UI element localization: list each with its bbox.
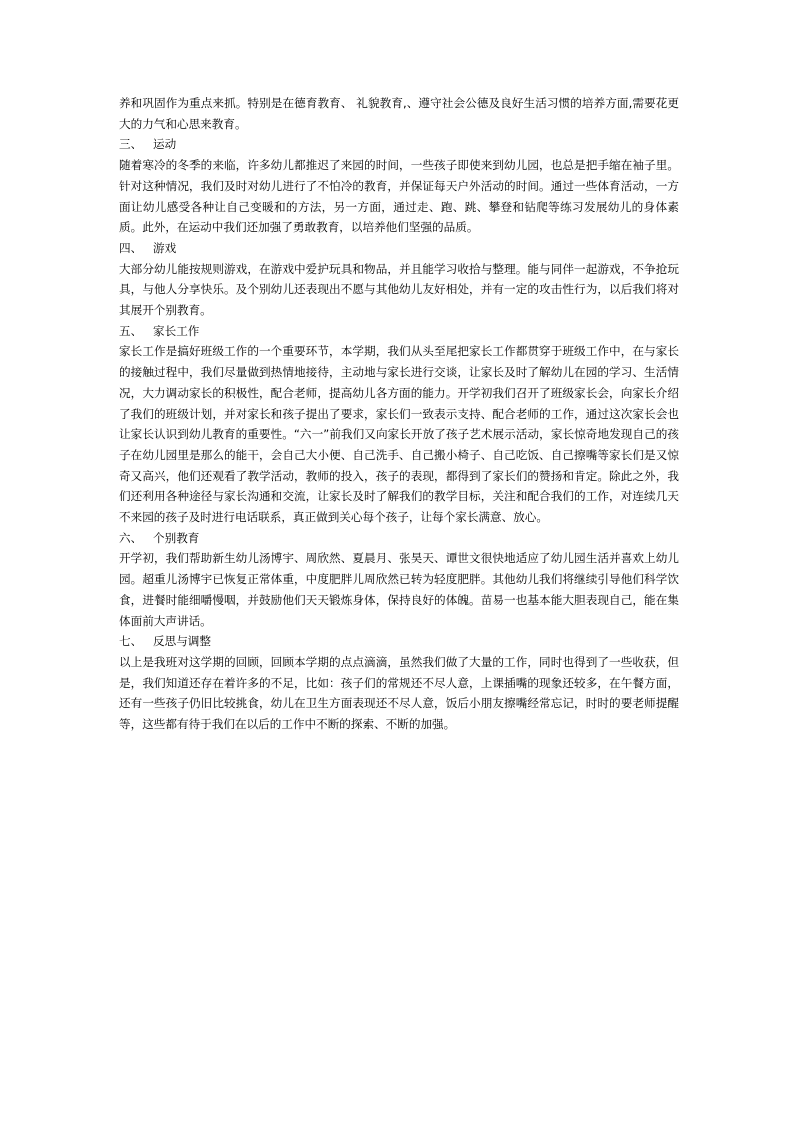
document-body (119, 93, 679, 735)
paragraph-parent-work: 家长工作是搞好班级工作的一个重要环节，本学期，我们从头至尾把家长工作都贯穿于班级工作中，在与家长的接触过程中，我们尽量做到热情地接待，主动地与家长进行交谈，让家长及时了解幼儿在园的学习、生活情况，大力调动家长的积极性，配合老师，提高幼儿各方面的能力。开学初我们召开了班级家长会，向家长介绍了我们的班级计划，并对家长和孩子提出了要求，家长们一致表示支持、配合老师的工作，通过这次家长会也让家长认识到幼儿教育的重要性。“六一”前我们又向家长开放了孩子艺术展示活动，家长惊奇地发现自己的孩子在幼儿园里是那么的能干，会自己大小便、自己洗手、自己搬小椅子、自己吃饭、自己擦嘴等家长们是又惊奇又高兴，他们还观看了教学活动，教师的投入，孩子的表现，都得到了家长们的赞扬和肯定。除此之外，我们还利用各种途径与家长沟通和交流，让家长及时了解我们的教学目标，关注和配合我们的工作，对连续几天不来园的孩子及时进行电话联系，真正做到关心每个孩子，让每个家长满意、放心。 (119, 344, 679, 525)
section-number: 三、 (119, 137, 143, 152)
section-number: 五、 (119, 323, 143, 338)
section-title: 家长工作 (153, 323, 200, 338)
section-number: 七、 (119, 634, 143, 649)
section-number: 六、 (119, 530, 143, 545)
section-heading-reflection (119, 631, 679, 652)
section-title: 个别教育 (153, 530, 200, 545)
section-title: 反思与调整 (153, 634, 211, 649)
paragraph-moral-education: 养和巩固作为重点来抓。特别是在德育教育、 礼貌教育,、遵守社会公德及良好生活习惯的培养方面,需要花更大的力气和心思来教育。 (119, 96, 679, 131)
paragraph-reflection: 以上是我班对这学期的回顾，回顾本学期的点点滴滴，虽然我们做了大量的工作，同时也得到了一些收获，但是，我们知道还存在着许多的不足，比如：孩子们的常规还不尽人意，上课插嘴的现象还较多，在午餐方面，还有一些孩子仍旧比较挑食，幼儿在卫生方面表现还不尽人意，饭后小朋友擦嘴经常忘记，时时的要老师提醒等，这些都有待于我们在以后的工作中不断的探索、不断的加强。 (119, 654, 679, 732)
section-number: 四、 (119, 240, 143, 255)
paragraph-individual-education: 开学初，我们帮助新生幼儿汤博宇、周欣然、夏晨月、张昊天、谭世文很快地适应了幼儿园生活并喜欢上幼儿园。超重儿汤博宇已恢复正常体重，中度肥胖儿周欣然已转为轻度肥胖。其他幼儿我们将继续引导他们科学饮食，进餐时能细嚼慢咽，并鼓励他们天天锻炼身体，保持良好的体魄。苗易一也基本能大胆表现自己，能在集体面前大声讲话。 (119, 551, 679, 628)
section-heading-individual-education (119, 528, 679, 549)
paragraph-sports: 随着寒冷的冬季的来临，许多幼儿都推迟了来园的时间，一些孩子即使来到幼儿园，也总是把手缩在袖子里。针对这种情况，我们及时对幼儿进行了不怕冷的教育，并保证每天户外活动的时间。通过一些体育活动，一方面让幼儿感受各种让自己变暖和的方法，另一方面，通过走、跑、跳、攀登和钻爬等练习发展幼儿的身体素质。此外，在运动中我们还加强了勇敢教育，以培养他们坚强的品质。 (119, 158, 679, 235)
section-title: 游戏 (153, 240, 177, 255)
section-title: 运动 (153, 137, 177, 152)
paragraph-games: 大部分幼儿能按规则游戏，在游戏中爱护玩具和物品，并且能学习收拾与整理。能与同伴一起游戏，不争抢玩具，与他人分享快乐。及个别幼儿还表现出不愿与其他幼儿友好相处，并有一定的攻击性行为，以后我们将对其展开个别教育。 (119, 261, 679, 318)
section-heading-games (119, 238, 679, 259)
section-heading-sports (119, 134, 679, 155)
section-heading-parent-work (119, 321, 679, 342)
